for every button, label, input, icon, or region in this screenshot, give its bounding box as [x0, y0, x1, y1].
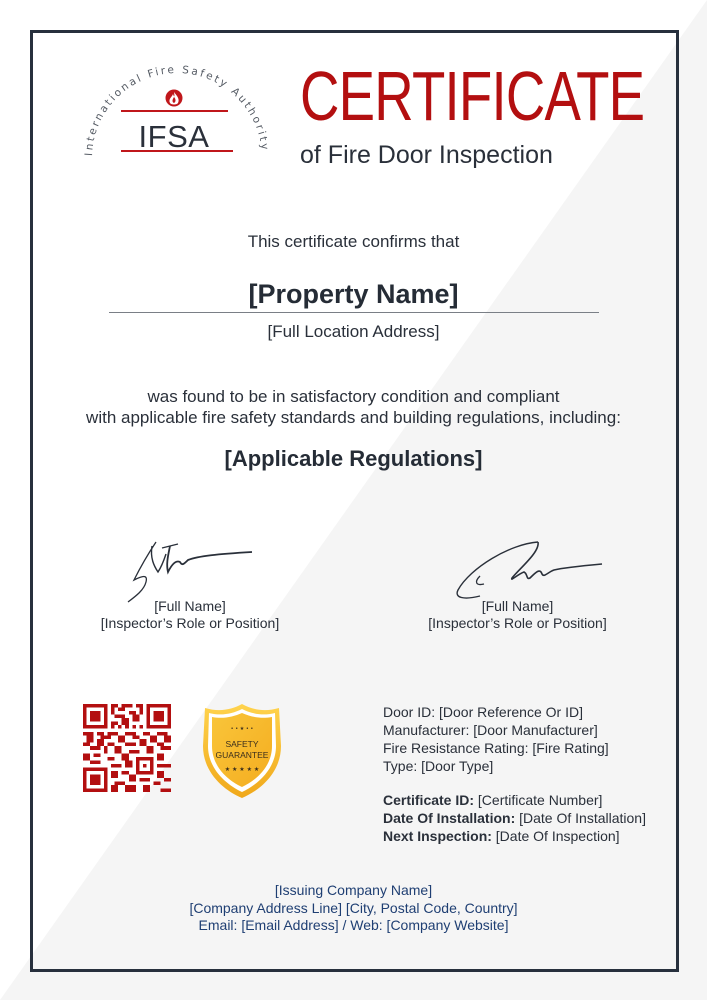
property-underline [109, 312, 599, 313]
issuer-footer [0, 882, 707, 935]
signer-name: [Full Name] [481, 598, 554, 614]
detail-door-id: Door ID: [Door Reference Or ID] [383, 704, 583, 720]
signer-role: [Inspector’s Role or Position] [428, 615, 607, 631]
ifsa-logo [78, 62, 278, 172]
details-spacer [383, 775, 646, 791]
shield-icon [199, 702, 285, 800]
detail-next-inspection: Next Inspection: [Date Of Inspection] [383, 828, 620, 844]
flame-in-circle-icon [166, 90, 183, 107]
company-contact: Email: [Email Address] / Web: [Company Website] [198, 917, 509, 933]
logo-acronym: IFSA [138, 119, 210, 154]
detail-door-type: Type: [Door Type] [383, 758, 494, 774]
logo-arc-text-icon [78, 62, 278, 172]
detail-certificate-id: Certificate ID: [Certificate Number] [383, 792, 603, 808]
signer-role: [Inspector’s Role or Position] [100, 615, 280, 631]
certificate-subtitle: of Fire Door Inspection [300, 141, 553, 169]
svg-text:International Fire Safety Auth: International Fire Safety Authority [82, 63, 271, 157]
confirm-text: This certificate confirms that [247, 232, 460, 251]
property-name: [Property Name] [248, 279, 459, 309]
applicable-regulations: [Applicable Regulations] [224, 446, 483, 471]
safety-guarantee-badge [199, 702, 285, 805]
qr-code-icon[interactable] [82, 704, 172, 797]
svg-text:GUARANTEE: GUARANTEE [215, 750, 269, 760]
statement-line-1: was found to be in satisfactory condition and compliant [147, 387, 560, 406]
location-address: [Full Location Address] [267, 322, 440, 341]
door-details [383, 703, 646, 845]
signature-block-left [80, 598, 300, 632]
signature-block-right [405, 598, 630, 632]
compliance-statement [0, 386, 707, 428]
company-name: [Issuing Company Name] [274, 882, 433, 898]
certificate-title: CERTIFICATE [300, 57, 645, 135]
company-address: [Company Address Line] [City, Postal Code, Country] [189, 899, 518, 916]
statement-line-2: with applicable fire safety standards and building regulations, including: [86, 408, 621, 427]
detail-fire-rating: Fire Resistance Rating: [Fire Rating] [383, 740, 609, 756]
svg-text:★ ★ ★ ★ ★: ★ ★ ★ ★ ★ [224, 766, 260, 773]
detail-installation-date: Date Of Installation: [Date Of Installation] [383, 810, 646, 826]
svg-text:• • ★ • •: • • ★ • • [230, 726, 254, 732]
signer-name: [Full Name] [154, 598, 226, 614]
detail-manufacturer: Manufacturer: [Door Manufacturer] [383, 722, 598, 738]
svg-text:SAFETY: SAFETY [225, 739, 259, 749]
